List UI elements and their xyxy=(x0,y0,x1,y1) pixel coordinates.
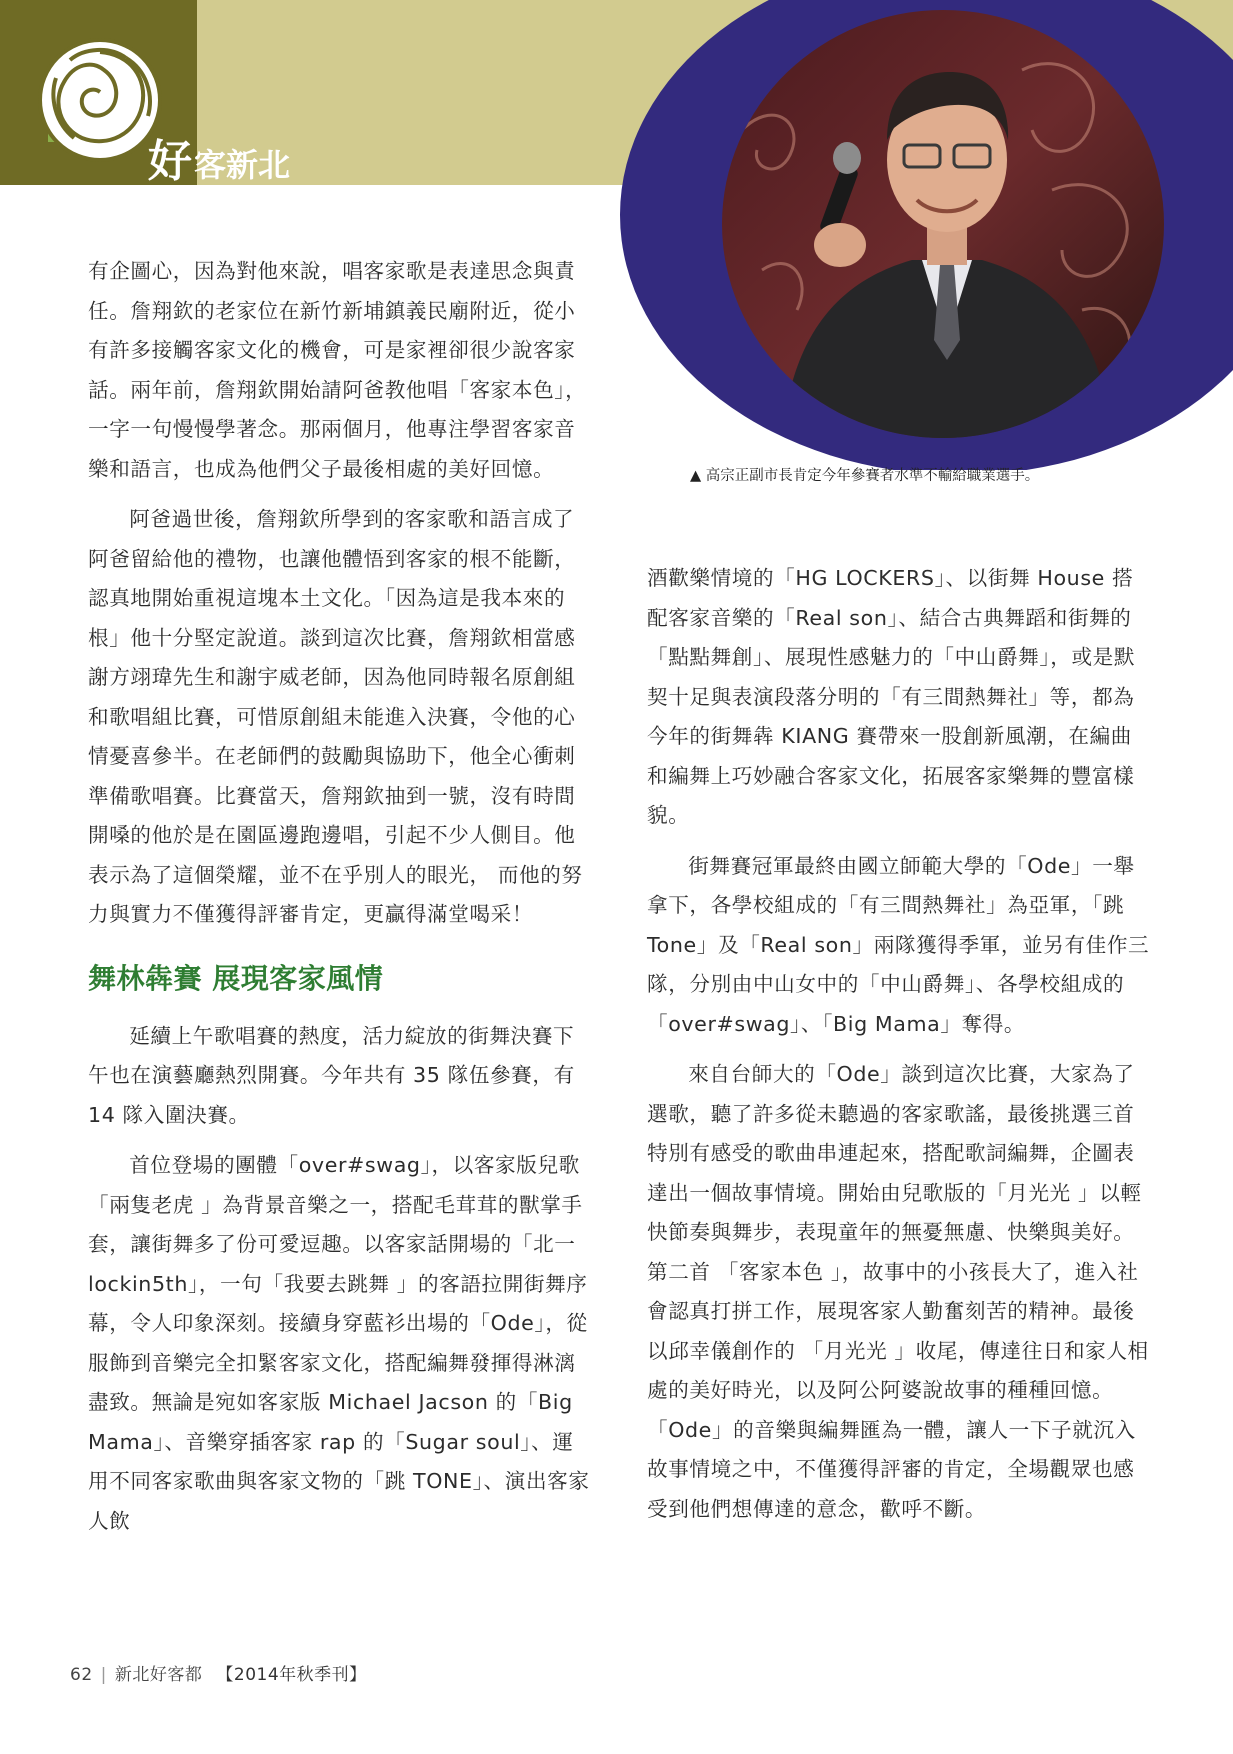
left-paragraph-4: 首位登場的團體「over#swag」，以客家版兒歌「兩隻老虎 」為背景音樂之一，搭配毛茸茸的獸掌手套，讓街舞多了份可愛逗趣。以客家話開場的「北一 lockin5th」，一句「我要去跳舞 」的客語拉開街舞序幕，令人印象深刻。接續身穿藍衫出場的「Ode」，從服飾到音樂完全扣緊客家文化，搭配編舞發揮得淋漓盡致。無論是宛如客家版 Michael Jacson 的「Big Mama」、音樂穿插客家 rap 的「Sugar soul」、運用不同客家歌曲與客家文物的「跳 TONE」、演出客家人飲 xyxy=(88,1153,590,1533)
page-footer xyxy=(70,1660,367,1685)
page-number: 62 xyxy=(70,1665,93,1685)
right-column xyxy=(647,559,1152,1540)
speaker-photo xyxy=(722,10,1164,438)
photo-caption: ▲ 高宗正副市長肯定今年參賽者水準不輸給職業選手。 xyxy=(690,468,1040,484)
footer-divider: | xyxy=(100,1665,107,1685)
right-paragraph-3: 來自台師大的「Ode」談到這次比賽，大家為了選歌，聽了許多從未聽過的客家歌謠，最後挑選三首特別有感受的歌曲串連起來，搭配歌詞編舞，企圖表達出一個故事情境。開始由兒歌版的「月光光 」以輕快節奏與舞步，表現童年的無憂無慮、快樂與美好。第二首 「客家本色 」，故事中的小孩長大了，進入社會認真打拼工作，展現客家人勤奮刻苦的精神。最後以邱幸儀創作的 「月光光 」收尾，傳達往日和家人相處的美好時光，以及阿公阿婆說故事的種種回憶。「Ode」的音樂與編舞匯為一體，讓人一下子就沉入故事情境之中，不僅獲得評審的肯定，全場觀眾也感受到他們想傳達的意念，歡呼不斷。 xyxy=(647,1062,1149,1521)
section-title xyxy=(148,136,291,187)
logo-block xyxy=(0,0,291,187)
left-paragraph-1: 有企圖心，因為對他來說，唱客家歌是表達思念與責任。詹翔欽的老家位在新竹新埔鎮義民廟附近，從小有許多接觸客家文化的機會，可是家裡卻很少說客家話。兩年前，詹翔欽開始請阿爸教他唱「客家本色」，一字一句慢慢學著念。那兩個月，他專注學習客家音樂和語言，也成為他們父子最後相處的美好回憶。 xyxy=(88,259,587,481)
section-title-initial: 好 xyxy=(148,136,192,187)
left-column xyxy=(88,252,593,1552)
issue-label: 【2014年秋季刊】 xyxy=(216,1665,367,1685)
publication-name: 新北好客都 xyxy=(114,1665,203,1685)
right-paragraph-1: 酒歡樂情境的「HG LOCKERS」、以街舞 House 搭配客家音樂的「Real son」、結合古典舞蹈和街舞的「點點舞創」、展現性感魅力的「中山爵舞」，或是默契十足與表演段落分明的「有三間熱舞社」等，都為今年的街舞犇 KIANG 賽帶來一股創新風潮，在編曲和編舞上巧妙融合客家文化，拓展客家樂舞的豐富樣貌。 xyxy=(647,566,1136,827)
left-paragraph-2: 阿爸過世後，詹翔欽所學到的客家歌和語言成了阿爸留給他的禮物，也讓他體悟到客家的根不能斷，認真地開始重視這塊本土文化。「因為這是我本來的根」他十分堅定說道。談到這次比賽，詹翔欽相當感謝方翊瑋先生和謝宇威老師，因為他同時報名原創組和歌唱組比賽，可惜原創組未能進入決賽，令他的心情憂喜參半。在老師們的鼓勵與協助下，他全心衝刺準備歌唱賽。比賽當天，詹翔欽抽到一號，沒有時間開嗓的他於是在園區邊跑邊唱，引起不少人側目。他表示為了這個榮耀，並不在乎別人的眼光， 而他的努力與實力不僅獲得評審肯定，更贏得滿堂喝采！ xyxy=(88,507,583,926)
section-subheading: 舞林犇賽 展現客家風情 xyxy=(88,961,384,995)
right-paragraph-2: 街舞賽冠軍最終由國立師範大學的「Ode」一舉拿下，各學校組成的「有三間熱舞社」為亞軍，「跳 Tone」及「Real son」兩隊獲得季軍，並另有佳作三隊，分別由中山女中的「中山爵舞」、各學校組成的「over#swag」、「Big Mama」奪得。 xyxy=(647,853,1150,1036)
speaker-illustration xyxy=(722,10,1164,438)
left-paragraph-3: 延續上午歌唱賽的熱度，活力綻放的街舞決賽下午也在演藝廳熱烈開賽。今年共有 35 隊伍參賽，有 14 隊入圍決賽。 xyxy=(88,1023,575,1127)
section-title-rest: 客新北 xyxy=(194,146,291,184)
